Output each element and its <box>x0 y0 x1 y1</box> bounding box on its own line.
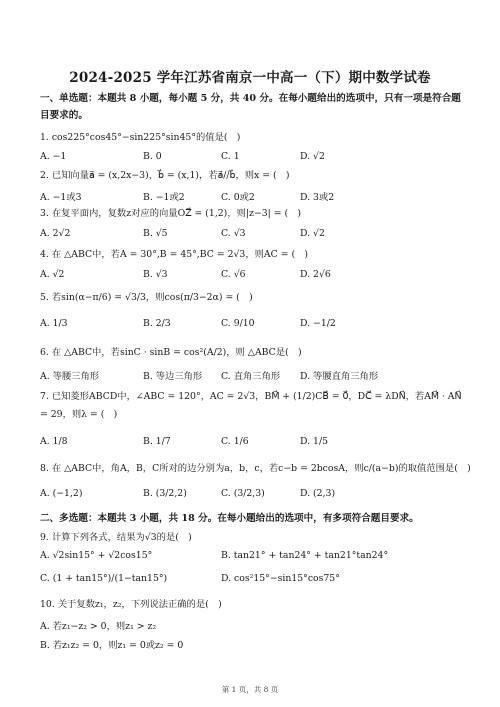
option-b[interactable]: B. √5 <box>143 228 168 239</box>
question-stem: 10. 关于复数z₁，z₂，下列说法正确的是( ) <box>40 599 222 610</box>
option-c[interactable]: C. 直角三角形 <box>221 371 281 382</box>
question-stem: 3. 在复平面内，复数z对应的向量OZ⃗ = (1,2)，则|z−3| = ( ) <box>40 208 302 219</box>
option-b[interactable]: B. 1/7 <box>143 436 171 447</box>
option-a[interactable]: A. 若z₁−z₂ > 0，则z₁ > z₂ <box>40 621 157 632</box>
option-d[interactable]: D. 等腰直角三角形 <box>300 371 379 382</box>
question-stem: 1. cos225°cos45°−sin225°sin45°的值是( ) <box>40 132 241 143</box>
question-options <box>40 151 470 167</box>
question-options <box>40 488 470 504</box>
option-a[interactable]: A. 等腰三角形 <box>40 371 100 382</box>
option-a[interactable]: A. √2 <box>40 269 65 280</box>
option-c[interactable]: C. 0或2 <box>221 192 255 203</box>
question-stem: 8. 在 △ABC中，角A，B，C所对的边分别为a，b，c，若c−b = 2bcosA，则c/(a−b)的取值范围是( ) <box>40 463 471 474</box>
page-title: 2024-2025 学年江苏省南京一中高一（下）期中数学试卷 <box>69 70 431 86</box>
question-stem: 7. 已知菱形ABCD中，∠ABC = 120°，AC = 2√3，BM⃗ + (1/2)CB⃗ = 0⃗，DC⃗ = λDN⃗，若AM⃗ · AN⃗ = 29，则λ = ( ) <box>40 391 462 420</box>
section-heading-single: 一、单选题：本题共 8 小题，每小题 5 分，共 40 分。在每小题给出的选项中，只有一项是符合题目要求的。 <box>40 93 461 121</box>
page-footer: 第 1 页，共 8 页 <box>221 685 279 694</box>
option-a[interactable]: A. 1/3 <box>40 318 68 329</box>
option-d[interactable]: D. 3或2 <box>300 192 335 203</box>
option-c[interactable]: C. 9/10 <box>221 318 255 329</box>
option-a[interactable]: A. 2√2 <box>40 228 71 239</box>
option-d[interactable]: D. (2,3) <box>300 488 336 499</box>
question-options <box>40 436 470 452</box>
question-stem: 4. 在 △ABC中，若A = 30°,B = 45°,BC = 2√3，则AC = ( ) <box>40 249 309 260</box>
option-d[interactable]: D. 2√6 <box>300 269 331 280</box>
option-b[interactable]: B. −1或2 <box>143 192 185 203</box>
option-d[interactable]: D. −1/2 <box>300 318 336 329</box>
section-heading-multi: 二、多选题：本题共 3 小题，共 18 分。在每小题给出的选项中，有多项符合题目要求。 <box>40 513 419 524</box>
option-c[interactable]: C. √6 <box>221 269 246 280</box>
option-a[interactable]: A. √2sin15° + √2cos15° <box>40 550 153 561</box>
option-a[interactable]: A. (−1,2) <box>40 488 83 499</box>
option-d[interactable]: D. √2 <box>300 228 325 239</box>
question-options <box>40 228 470 244</box>
option-b[interactable]: B. 若z₁z₂ = 0，则z₁ = 0或z₂ = 0 <box>40 640 184 651</box>
option-c[interactable]: C. √3 <box>221 228 246 239</box>
option-c[interactable]: C. 1 <box>221 151 240 162</box>
question-options <box>40 550 470 566</box>
option-b[interactable]: B. tan21° + tan24° + tan21°tan24° <box>221 550 389 561</box>
option-d[interactable]: D. 1/5 <box>300 436 328 447</box>
question-options <box>40 269 470 285</box>
question-options <box>40 637 470 653</box>
option-a[interactable]: A. −1 <box>40 151 67 162</box>
option-d[interactable]: D. √2 <box>300 151 325 162</box>
question-options <box>40 318 470 334</box>
question-stem: 5. 若sin(α−π/6) = √3/3，则cos(π/3−2α) = ( ) <box>40 292 253 303</box>
question-stem: 2. 已知向量a⃗ = (x,2x−3)，b⃗ = (x,1)，若a⃗//b⃗，则x = ( ) <box>40 170 290 181</box>
question-options <box>40 573 470 589</box>
option-b[interactable]: B. √3 <box>143 269 168 280</box>
question-stem: 6. 在 △ABC中，若sinC · sinB = cos²(A/2)，则 △ABC是( ) <box>40 347 302 358</box>
option-c[interactable]: C. (3/2,3) <box>221 488 265 499</box>
option-b[interactable]: B. 等边三角形 <box>143 371 203 382</box>
option-a[interactable]: A. 1/8 <box>40 436 68 447</box>
question-stem: 9. 计算下列各式，结果为√3的是( ) <box>40 532 192 543</box>
option-a[interactable]: A. −1或3 <box>40 192 82 203</box>
option-d[interactable]: D. cos²15°−sin15°cos75° <box>221 573 340 584</box>
option-c[interactable]: C. (1 + tan15°)/(1−tan15°) <box>40 573 168 584</box>
option-b[interactable]: B. 0 <box>143 151 162 162</box>
option-b[interactable]: B. (3/2,2) <box>143 488 187 499</box>
question-options <box>40 368 470 384</box>
option-c[interactable]: C. 1/6 <box>221 436 249 447</box>
question-options <box>40 189 470 205</box>
option-b[interactable]: B. 2/3 <box>143 318 171 329</box>
question-options <box>40 618 470 634</box>
